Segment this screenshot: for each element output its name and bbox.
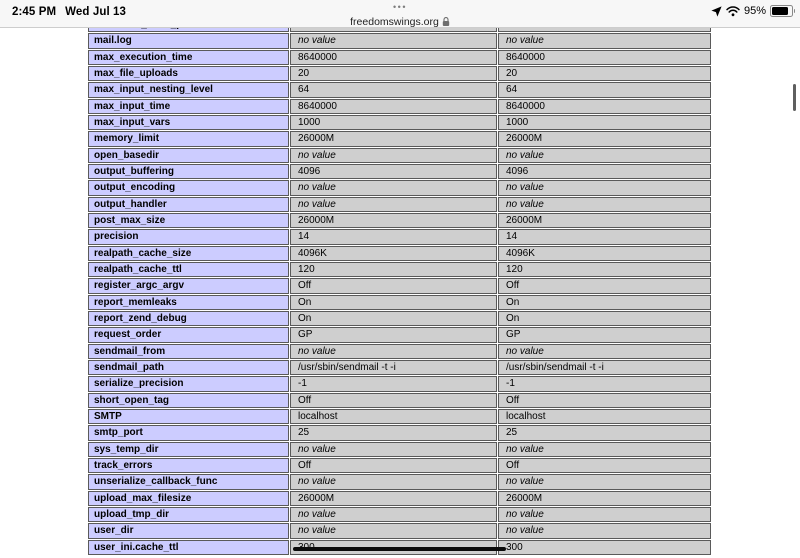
master-value-cell: no value bbox=[498, 180, 711, 195]
table-row bbox=[88, 246, 711, 261]
table-row bbox=[88, 327, 711, 342]
master-value-cell: no value bbox=[498, 507, 711, 522]
directive-cell: user_ini.cache_ttl bbox=[88, 540, 289, 555]
local-value-cell: no value bbox=[290, 180, 497, 195]
table-row bbox=[88, 33, 711, 48]
master-value-cell: 14 bbox=[498, 229, 711, 244]
local-value-cell: no value bbox=[290, 197, 497, 212]
directive-cell: precision bbox=[88, 229, 289, 244]
local-value-cell: 26000M bbox=[290, 213, 497, 228]
master-value-cell: no value bbox=[498, 197, 711, 212]
browser-viewport bbox=[0, 28, 800, 558]
table-row bbox=[88, 213, 711, 228]
local-value-cell: Off bbox=[290, 278, 497, 293]
master-value-cell: 26000M bbox=[498, 491, 711, 506]
directive-cell: max_input_nesting_level bbox=[88, 82, 289, 97]
master-value-cell: no value bbox=[498, 148, 711, 163]
local-value-cell: 4096K bbox=[290, 246, 497, 261]
local-value-cell: 20 bbox=[290, 66, 497, 81]
status-bar bbox=[0, 0, 800, 28]
local-value-cell: On bbox=[290, 311, 497, 326]
table-row bbox=[88, 393, 711, 408]
local-value-cell: Off bbox=[290, 393, 497, 408]
table-row bbox=[88, 229, 711, 244]
directive-cell: sys_temp_dir bbox=[88, 442, 289, 457]
master-value-cell: 4096K bbox=[498, 246, 711, 261]
directive-cell: max_input_time bbox=[88, 99, 289, 114]
table-row bbox=[88, 99, 711, 114]
table-row bbox=[88, 115, 711, 130]
date-text: Wed Jul 13 bbox=[65, 6, 127, 18]
directive-cell: mail.log bbox=[88, 33, 289, 48]
battery-icon bbox=[770, 5, 793, 17]
local-value-cell: 64 bbox=[290, 82, 497, 97]
table-row bbox=[88, 474, 711, 489]
master-value-cell: localhost bbox=[498, 409, 711, 424]
master-value-cell: GP bbox=[498, 327, 711, 342]
table-row bbox=[88, 458, 711, 473]
master-value-cell: 64 bbox=[498, 82, 711, 97]
table-row bbox=[88, 50, 711, 65]
directive-cell: upload_tmp_dir bbox=[88, 507, 289, 522]
master-value-cell: 26000M bbox=[498, 131, 711, 146]
master-value-cell: 1000 bbox=[498, 115, 711, 130]
table-row bbox=[88, 66, 711, 81]
local-value-cell: On bbox=[290, 295, 497, 310]
master-value-cell: On bbox=[498, 311, 711, 326]
master-value-cell: Off bbox=[498, 278, 711, 293]
table-row bbox=[88, 180, 711, 195]
master-value-cell: no value bbox=[498, 442, 711, 457]
vertical-scroll-indicator[interactable] bbox=[793, 84, 796, 111]
master-value-cell: no value bbox=[498, 474, 711, 489]
table-row bbox=[88, 197, 711, 212]
master-value-cell: 8640000 bbox=[498, 50, 711, 65]
master-value-cell: no value bbox=[498, 523, 711, 538]
master-value-cell: Off bbox=[498, 458, 711, 473]
directive-cell: realpath_cache_size bbox=[88, 246, 289, 261]
lock-icon bbox=[442, 17, 450, 27]
phpinfo-table-container bbox=[87, 28, 712, 558]
master-value-cell: 20 bbox=[498, 66, 711, 81]
directive-cell: output_buffering bbox=[88, 164, 289, 179]
table-row bbox=[88, 295, 711, 310]
directive-cell: output_handler bbox=[88, 197, 289, 212]
directive-cell: register_argc_argv bbox=[88, 278, 289, 293]
domain-text: freedomswings.org bbox=[350, 16, 439, 28]
local-value-cell: Off bbox=[290, 458, 497, 473]
directive-cell: max_file_uploads bbox=[88, 66, 289, 81]
table-row bbox=[88, 376, 711, 391]
directive-cell: realpath_cache_ttl bbox=[88, 262, 289, 277]
local-value-cell: GP bbox=[290, 327, 497, 342]
table-row bbox=[88, 278, 711, 293]
local-value-cell: no value bbox=[290, 344, 497, 359]
local-value-cell: /usr/sbin/sendmail -t -i bbox=[290, 360, 497, 375]
wifi-icon bbox=[726, 6, 740, 17]
local-value-cell: 120 bbox=[290, 262, 497, 277]
directive-cell: memory_limit bbox=[88, 131, 289, 146]
master-value-cell: 25 bbox=[498, 425, 711, 440]
master-value-cell: 26000M bbox=[498, 213, 711, 228]
directive-cell: track_errors bbox=[88, 458, 289, 473]
local-value-cell: 25 bbox=[290, 425, 497, 440]
master-value-cell: On bbox=[498, 295, 711, 310]
table-row bbox=[88, 360, 711, 375]
master-value-cell: -1 bbox=[498, 376, 711, 391]
table-row bbox=[88, 311, 711, 326]
table-row bbox=[88, 491, 711, 506]
table-row bbox=[88, 164, 711, 179]
local-value-cell: -1 bbox=[290, 376, 497, 391]
local-value-cell: 26000M bbox=[290, 131, 497, 146]
directive-cell: sendmail_from bbox=[88, 344, 289, 359]
table-row bbox=[88, 148, 711, 163]
directive-cell: unserialize_callback_func bbox=[88, 474, 289, 489]
directive-cell: smtp_port bbox=[88, 425, 289, 440]
master-value-cell: no value bbox=[498, 33, 711, 48]
directive-cell: report_memleaks bbox=[88, 295, 289, 310]
directive-cell: user_dir bbox=[88, 523, 289, 538]
directive-cell: post_max_size bbox=[88, 213, 289, 228]
table-row bbox=[88, 131, 711, 146]
url-bar[interactable] bbox=[350, 16, 450, 28]
directive-cell: max_execution_time bbox=[88, 50, 289, 65]
toolbar-overflow-dots[interactable]: ••• bbox=[393, 2, 407, 12]
battery-percent-text: 95% bbox=[743, 5, 766, 17]
table-row bbox=[88, 344, 711, 359]
directive-cell: upload_max_filesize bbox=[88, 491, 289, 506]
directive-cell: serialize_precision bbox=[88, 376, 289, 391]
table-row bbox=[88, 442, 711, 457]
directive-cell: sendmail_path bbox=[88, 360, 289, 375]
local-value-cell: 4096 bbox=[290, 164, 497, 179]
directive-cell: SMTP bbox=[88, 409, 289, 424]
master-value-cell: 4096 bbox=[498, 164, 711, 179]
directive-cell: request_order bbox=[88, 327, 289, 342]
local-value-cell: no value bbox=[290, 523, 497, 538]
master-value-cell: 8640000 bbox=[498, 99, 711, 114]
table-row bbox=[88, 82, 711, 97]
local-value-cell: no value bbox=[290, 148, 497, 163]
directive-cell: short_open_tag bbox=[88, 393, 289, 408]
table-row bbox=[88, 409, 711, 424]
local-value-cell: no value bbox=[290, 507, 497, 522]
local-value-cell: 1000 bbox=[290, 115, 497, 130]
table-row bbox=[88, 425, 711, 440]
local-value-cell: 8640000 bbox=[290, 50, 497, 65]
directive-cell: max_input_vars bbox=[88, 115, 289, 130]
master-value-cell: /usr/sbin/sendmail -t -i bbox=[498, 360, 711, 375]
directive-cell: output_encoding bbox=[88, 180, 289, 195]
table-row bbox=[88, 262, 711, 277]
local-value-cell: no value bbox=[290, 474, 497, 489]
table-row bbox=[88, 523, 711, 538]
master-value-cell: 120 bbox=[498, 262, 711, 277]
local-value-cell: localhost bbox=[290, 409, 497, 424]
local-value-cell: 8640000 bbox=[290, 99, 497, 114]
directive-cell: report_zend_debug bbox=[88, 311, 289, 326]
horizontal-scroll-indicator[interactable] bbox=[293, 547, 506, 551]
location-arrow-icon bbox=[711, 6, 722, 17]
php-config-table-body bbox=[88, 17, 711, 555]
local-value-cell: 14 bbox=[290, 229, 497, 244]
php-config-table bbox=[87, 16, 712, 556]
table-row bbox=[88, 507, 711, 522]
master-value-cell: no value bbox=[498, 344, 711, 359]
master-value-cell: Off bbox=[498, 393, 711, 408]
local-value-cell: no value bbox=[290, 442, 497, 457]
local-value-cell: no value bbox=[290, 33, 497, 48]
local-value-cell: 26000M bbox=[290, 491, 497, 506]
time-text: 2:45 PM bbox=[12, 6, 57, 18]
master-value-cell: 300 bbox=[498, 540, 711, 555]
directive-cell: open_basedir bbox=[88, 148, 289, 163]
